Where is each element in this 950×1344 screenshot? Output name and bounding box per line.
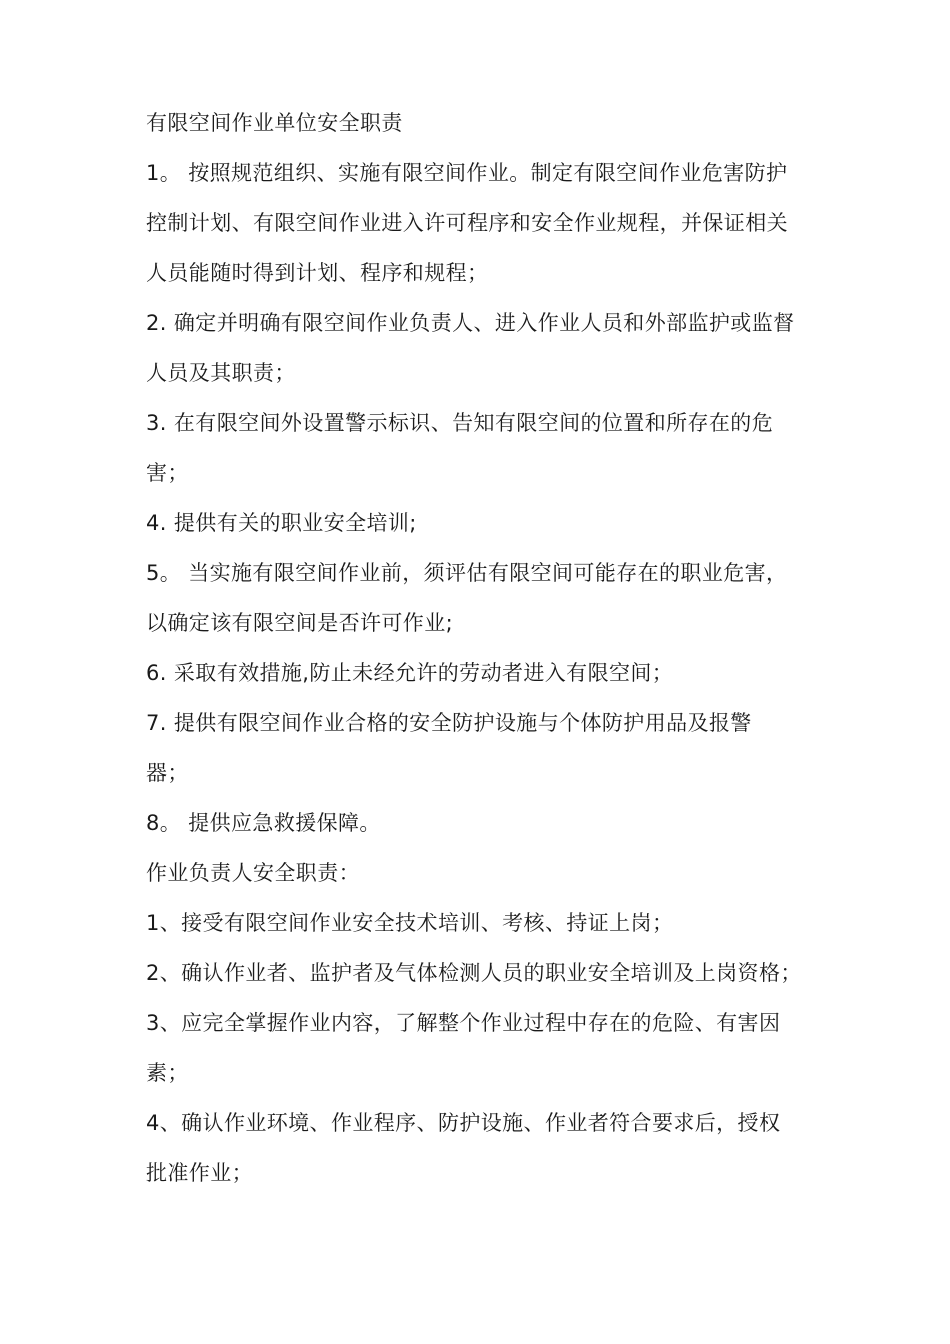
text-line: 人员能随时得到计划、程序和规程；	[146, 261, 489, 285]
text-line: 2、确认作业者、监护者及气体检测人员的职业安全培训及上岗资格；	[146, 961, 802, 985]
text-line: 人员及其职责；	[146, 361, 296, 385]
text-line: 控制计划、有限空间作业进入许可程序和安全作业规程，并保证相关	[146, 211, 788, 235]
document-title: 有限空间作业单位安全职责	[146, 111, 403, 135]
text-line: 4. 提供有关的职业安全培训;	[146, 511, 417, 535]
text-line: 批准作业；	[146, 1161, 253, 1185]
section-heading: 作业负责人安全职责：	[146, 861, 360, 885]
text-line: 1、接受有限空间作业安全技术培训、考核、持证上岗；	[146, 911, 674, 935]
text-line: 害；	[146, 461, 189, 485]
text-line: 器；	[146, 761, 189, 785]
text-line: 3、应完全掌握作业内容，了解整个作业过程中存在的危险、有害因	[146, 1011, 781, 1035]
document-page	[146, 98, 818, 1198]
text-line: 8。 提供应急救援保障。	[146, 811, 381, 835]
text-line: 7. 提供有限空间作业合格的安全防护设施与个体防护用品及报警	[146, 711, 752, 735]
text-line: 1。 按照规范组织、实施有限空间作业。制定有限空间作业危害防护	[146, 161, 788, 185]
text-line: 4、确认作业环境、作业程序、防护设施、作业者符合要求后，授权	[146, 1111, 781, 1135]
text-line: 以确定该有限空间是否许可作业;	[146, 611, 454, 635]
text-line: 5。 当实施有限空间作业前，须评估有限空间可能存在的职业危害，	[146, 561, 788, 585]
text-line: 素；	[146, 1061, 189, 1085]
text-line: 3. 在有限空间外设置警示标识、告知有限空间的位置和所存在的危	[146, 411, 774, 435]
text-line: 6. 采取有效措施,防止未经允许的劳动者进入有限空间；	[146, 661, 674, 685]
text-line: 2. 确定并明确有限空间作业负责人、进入作业人员和外部监护或监督	[146, 311, 795, 335]
